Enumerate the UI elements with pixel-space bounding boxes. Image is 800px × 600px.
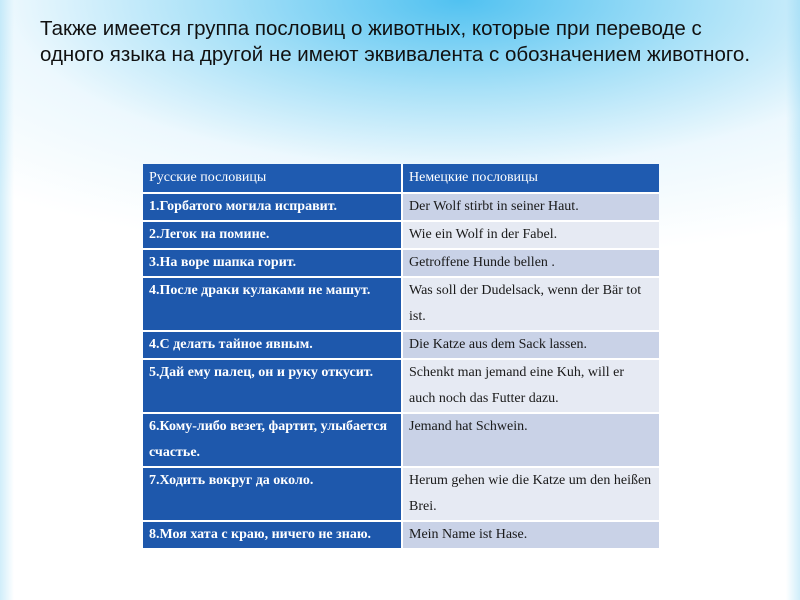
table-row xyxy=(143,222,659,250)
proverbs-table xyxy=(143,164,659,550)
column-header-german: Немецкие пословицы xyxy=(403,164,659,194)
russian-proverb-cell: 7.Ходить вокруг да около. xyxy=(143,468,403,522)
russian-proverb-cell: 1.Горбатого могила исправит. xyxy=(143,194,403,222)
table-row xyxy=(143,360,659,414)
russian-proverb-cell: 6.Кому-либо везет, фартит, улыбается счастье. xyxy=(143,414,403,468)
german-proverb-cell: Getroffene Hunde bellen . xyxy=(403,250,659,278)
russian-proverb-cell: 4.С делать тайное явным. xyxy=(143,332,403,360)
russian-proverb-cell: 2.Легок на помине. xyxy=(143,222,403,250)
table-row xyxy=(143,414,659,468)
russian-proverb-cell: 4.После драки кулаками не машут. xyxy=(143,278,403,332)
german-proverb-cell: Herum gehen wie die Katze um den heißen Brei. xyxy=(403,468,659,522)
table-row xyxy=(143,468,659,522)
table-header-row xyxy=(143,164,659,194)
slide-edge-right xyxy=(786,0,800,600)
table-row xyxy=(143,250,659,278)
russian-proverb-cell: 3.На воре шапка горит. xyxy=(143,250,403,278)
german-proverb-cell: Der Wolf stirbt in seiner Haut. xyxy=(403,194,659,222)
table-row xyxy=(143,194,659,222)
column-header-russian: Русские пословицы xyxy=(143,164,403,194)
russian-proverb-cell: 5.Дай ему палец, он и руку откусит. xyxy=(143,360,403,414)
slide-edge-left xyxy=(0,0,14,600)
german-proverb-cell: Schenkt man jemand eine Kuh, will er auch noch das Futter dazu. xyxy=(403,360,659,414)
german-proverb-cell: Jemand hat Schwein. xyxy=(403,414,659,468)
german-proverb-cell: Wie ein Wolf in der Fabel. xyxy=(403,222,659,250)
table-row xyxy=(143,278,659,332)
table-row xyxy=(143,332,659,360)
german-proverb-cell: Mein Name ist Hase. xyxy=(403,522,659,550)
slide-heading: Также имеется группа пословиц о животных, которые при переводе с одного языка на другой не имеют эквивалента с обозначением животного. xyxy=(40,17,751,66)
german-proverb-cell: Die Katze aus dem Sack lassen. xyxy=(403,332,659,360)
russian-proverb-cell: 8.Моя хата с краю, ничего не знаю. xyxy=(143,522,403,550)
german-proverb-cell: Was soll der Dudelsack, wenn der Bär tot ist. xyxy=(403,278,659,332)
table-row xyxy=(143,522,659,550)
